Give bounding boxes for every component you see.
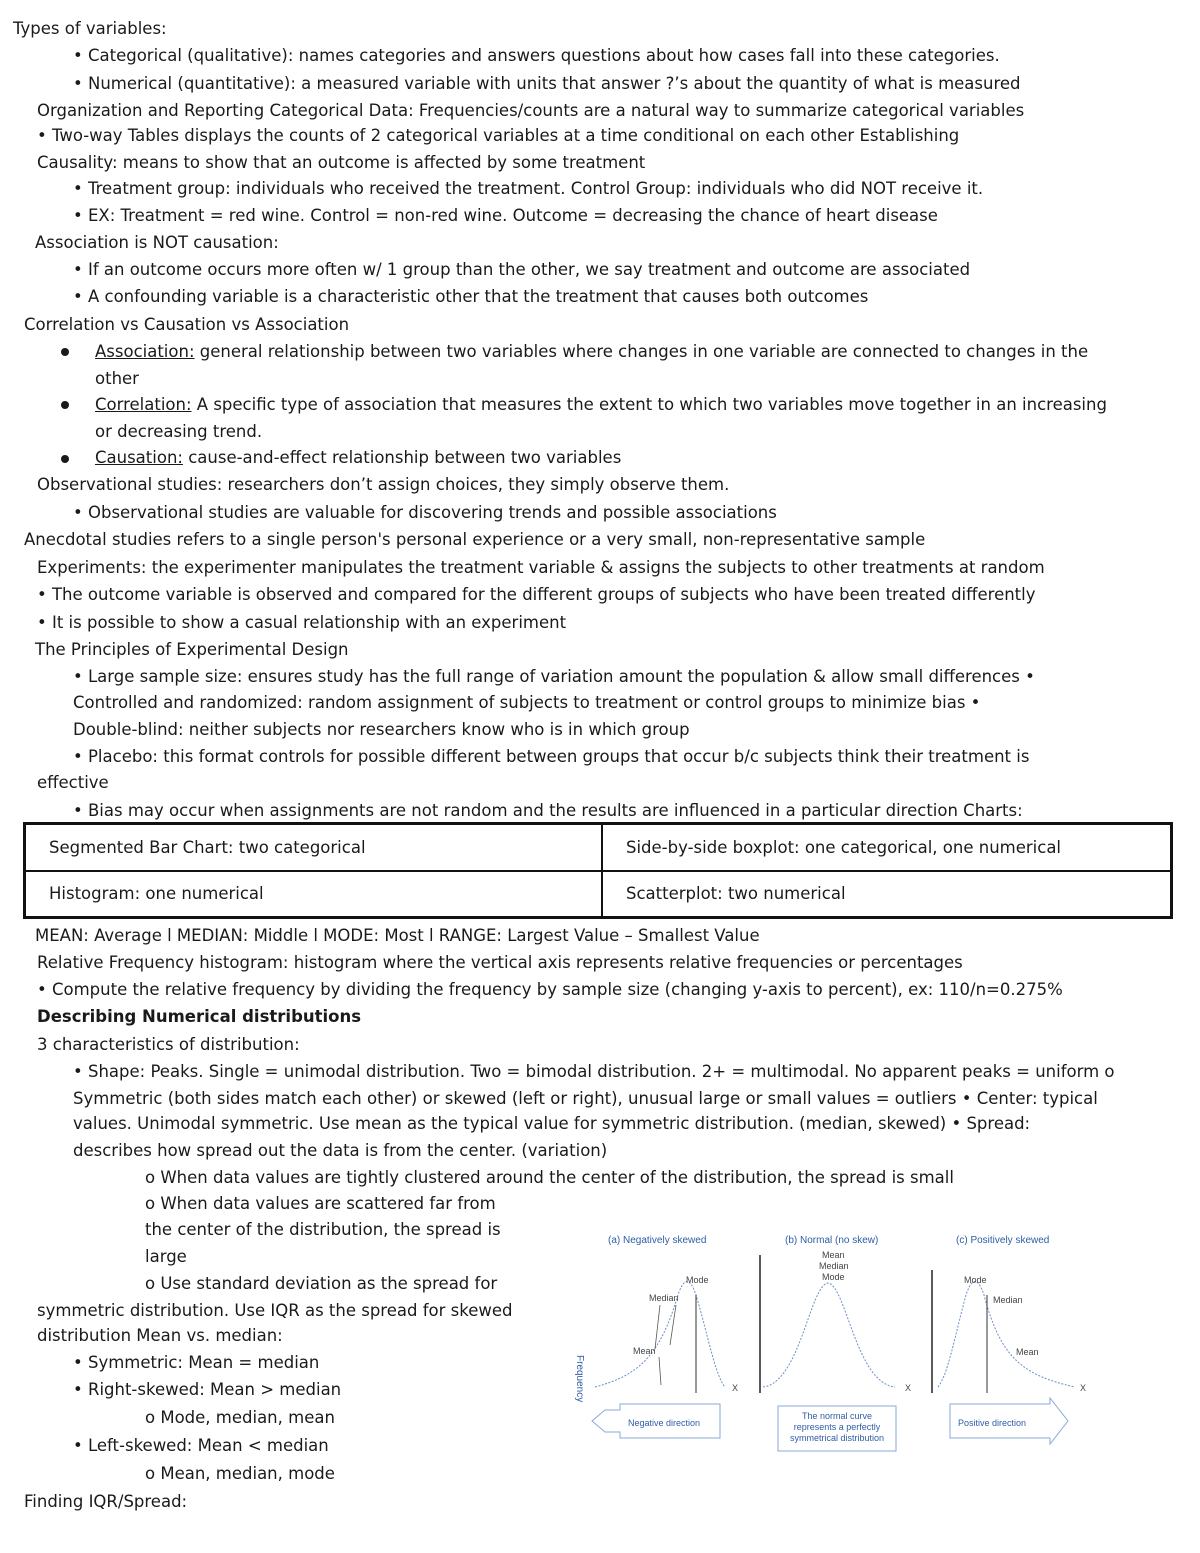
text-line: values. Unimodal symmetric. Use mean as the typical value for symmetric distribution. (median, skewed) • Spread: [73, 1114, 1031, 1133]
text-line: • It is possible to show a casual relationship with an experiment [37, 613, 567, 632]
term-causation: Causation: [95, 448, 183, 467]
text-line: o When data values are tightly clustered around the center of the distribution, the spread is small [145, 1168, 954, 1187]
heading-finding-iqr: Finding IQR/Spread: [24, 1492, 188, 1511]
normal-note-line: symmetrical distribution [789, 1433, 885, 1443]
normal-curve [763, 1283, 895, 1387]
text-line [95, 341, 1088, 363]
text-line [95, 447, 621, 469]
bullet-icon [61, 348, 69, 356]
text-line: • The outcome variable is observed and compared for the different groups of subjects who have been treated differently [37, 585, 1036, 604]
text-line: Double-blind: neither subjects nor researchers know who is in which group [73, 720, 690, 739]
table-cell: Segmented Bar Chart: two categorical [25, 824, 603, 871]
mean-label: Mean [1016, 1347, 1039, 1357]
mode-label: Mode [686, 1275, 709, 1285]
text-line: • Two-way Tables displays the counts of 2 categorical variables at a time conditional on each other Establishing [37, 126, 960, 145]
heading-correlation-causation-association: Correlation vs Causation vs Association [24, 315, 350, 334]
text-line: the center of the distribution, the spread is [145, 1220, 501, 1239]
x-axis-label: X [905, 1383, 912, 1393]
text-line: • If an outcome occurs more often w/ 1 group than the other, we say treatment and outcome are associated [73, 260, 971, 279]
text-line: describes how spread out the data is from the center. (variation) [73, 1141, 608, 1160]
table-cell: Histogram: one numerical [25, 871, 603, 918]
skewness-figure [560, 1225, 1100, 1460]
text-line: • Left-skewed: Mean < median [73, 1436, 329, 1455]
x-axis-label: X [1080, 1383, 1087, 1393]
median-label: Median [993, 1295, 1023, 1305]
median-label: Median [649, 1293, 679, 1303]
table-row [25, 824, 1172, 871]
bullet-icon [61, 455, 69, 463]
text-line: Controlled and randomized: random assignment of subjects to treatment or control groups to minimize bias • [73, 693, 981, 712]
text-line: • Bias may occur when assignments are not random and the results are influenced in a particular direction Charts: [73, 801, 1023, 820]
text-line: • Categorical (qualitative): names categories and answers questions about how cases fall into these categories. [73, 46, 1000, 65]
heading-types-of-variables: Types of variables: [13, 19, 167, 38]
bullet-icon [61, 401, 69, 409]
text-line: o Use standard deviation as the spread for [145, 1274, 498, 1293]
text-line: • Numerical (quantitative): a measured variable with units that answer ?’s about the quantity of what is measured [73, 74, 1021, 93]
text-line: o Mode, median, mean [145, 1408, 335, 1427]
text-line: • EX: Treatment = red wine. Control = non-red wine. Outcome = decreasing the chance of heart disease [73, 206, 938, 225]
panel-a-title: (a) Negatively skewed [608, 1235, 707, 1246]
text-line: • Placebo: this format controls for possible different between groups that occur b/c subjects think their treatment is [73, 747, 1030, 766]
y-axis-label: Frequency [574, 1355, 585, 1403]
definition-text: cause-and-effect relationship between two variables [182, 448, 622, 467]
text-line: Observational studies: researchers don’t assign choices, they simply observe them. [37, 475, 730, 494]
text-line: • Treatment group: individuals who received the treatment. Control Group: individuals who did NOT receive it. [73, 179, 984, 198]
table-cell: Side-by-side boxplot: one categorical, one numerical [602, 824, 1172, 871]
text-line: • A confounding variable is a characteristic other that the treatment that causes both outcomes [73, 287, 869, 306]
text-line: Experiments: the experimenter manipulates the treatment variable & assigns the subjects to other treatments at random [37, 558, 1045, 577]
positive-direction-label: Positive direction [958, 1418, 1027, 1428]
panel-b-title: (b) Normal (no skew) [785, 1235, 879, 1246]
charts-table [23, 822, 1173, 919]
text-line: • Compute the relative frequency by dividing the frequency by sample size (changing y-axis to percent), ex: 110/n=0.275% [37, 980, 1063, 999]
text-line: MEAN: Average l MEDIAN: Middle l MODE: Most l RANGE: Largest Value – Smallest Value [35, 926, 760, 945]
text-line: 3 characteristics of distribution: [37, 1035, 300, 1054]
text-line: • Symmetric: Mean = median [73, 1353, 320, 1372]
term-association: Association: [95, 342, 195, 361]
definition-text: A specific type of association that measures the extent to which two variables move together in an increasing [191, 395, 1107, 414]
text-line: effective [37, 773, 109, 792]
mode-label: Mode [822, 1272, 845, 1282]
median-label: Median [819, 1261, 849, 1271]
table-row [25, 871, 1172, 918]
table-cell: Scatterplot: two numerical [602, 871, 1172, 918]
text-line: distribution Mean vs. median: [37, 1326, 283, 1345]
text-line: Association is NOT causation: [35, 233, 279, 252]
mode-label: Mode [964, 1275, 987, 1285]
text-line: o Mean, median, mode [145, 1464, 335, 1483]
term-correlation: Correlation: [95, 395, 192, 414]
x-axis-label: X [732, 1383, 739, 1393]
text-line: • Observational studies are valuable for discovering trends and possible associations [73, 503, 777, 522]
text-line [95, 394, 1107, 416]
heading-describing-numerical-distributions: Describing Numerical distributions [37, 1007, 362, 1026]
text-line: other [95, 369, 139, 388]
text-line: o When data values are scattered far from [145, 1194, 496, 1213]
text-line: Anecdotal studies refers to a single person's personal experience or a very small, non-representative sample [24, 530, 926, 549]
mean-label: Mean [822, 1250, 845, 1260]
heading-experimental-design: The Principles of Experimental Design [35, 640, 349, 659]
text-line: Organization and Reporting Categorical Data: Frequencies/counts are a natural way to summarize categorical variables [37, 101, 1025, 120]
text-line: Symmetric (both sides match each other) or skewed (left or right), unusual large or small values = outliers • Center: typical [73, 1089, 1098, 1108]
normal-note-line: represents a perfectly [793, 1422, 881, 1432]
text-line: • Shape: Peaks. Single = unimodal distribution. Two = bimodal distribution. 2+ = multimodal. No apparent peaks = uniform o [73, 1062, 1115, 1081]
text-line: Relative Frequency histogram: histogram where the vertical axis represents relative frequencies or percentages [37, 953, 963, 972]
text-line: • Right-skewed: Mean > median [73, 1380, 342, 1399]
panel-c-title: (c) Positively skewed [956, 1235, 1050, 1246]
text-line: large [145, 1247, 187, 1266]
text-line: Causality: means to show that an outcome is affected by some treatment [37, 153, 646, 172]
text-line: or decreasing trend. [95, 422, 263, 441]
normal-note-line: The normal curve [801, 1411, 873, 1421]
text-line: symmetric distribution. Use IQR as the spread for skewed [37, 1301, 513, 1320]
definition-text: general relationship between two variables where changes in one variable are connected to changes in the [194, 342, 1089, 361]
text-line: • Large sample size: ensures study has the full range of variation amount the population & allow small differences • [73, 667, 1035, 686]
mean-label: Mean [633, 1346, 656, 1356]
negative-direction-label: Negative direction [628, 1418, 701, 1428]
